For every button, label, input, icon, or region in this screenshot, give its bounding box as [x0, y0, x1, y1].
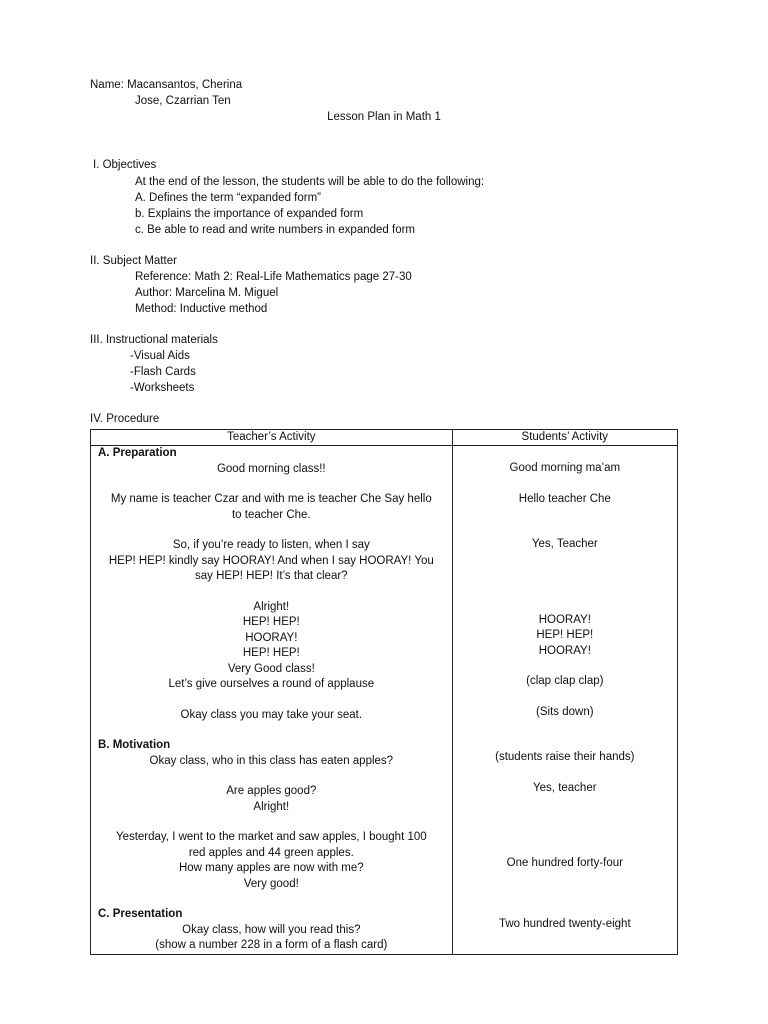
- student-line: [453, 796, 677, 811]
- student-line: Two hundred twenty-eight: [498, 917, 631, 930]
- teacher-line: say HEP! HEP! It’s that clear?: [195, 570, 348, 582]
- student-line: [453, 690, 677, 705]
- student-line: [453, 583, 677, 598]
- student-line: Good morning ma’am: [509, 462, 621, 474]
- teacher-line: [91, 815, 452, 830]
- student-line: [453, 659, 677, 674]
- student-line: [453, 568, 677, 583]
- subject-matter-heading: II. Subject Matter: [90, 255, 177, 267]
- student-line: One hundred forty-four: [506, 857, 623, 869]
- student-line: [453, 720, 677, 735]
- name-line-1: Name: Macansantos, Cherina: [90, 79, 243, 91]
- student-line: HOORAY!: [538, 644, 591, 657]
- section-title: B. Motivation: [98, 739, 171, 751]
- student-line: Yes, teacher: [533, 781, 597, 794]
- subject-matter-item: Author: Marcelina M. Miguel: [135, 287, 279, 299]
- student-line: [453, 841, 677, 856]
- procedure-table: [90, 429, 678, 955]
- teacher-activity-cell: [91, 446, 453, 955]
- material-item: -Visual Aids: [130, 350, 190, 362]
- student-line: HEP! HEP!: [536, 629, 594, 641]
- teacher-line: Alright!: [253, 800, 290, 813]
- student-line: [453, 507, 677, 522]
- teacher-line: [91, 892, 452, 907]
- spacer: [453, 735, 677, 750]
- teacher-line: My name is teacher Czar and with me is teacher Che Say hello: [110, 493, 432, 505]
- student-line: [453, 932, 677, 947]
- teacher-line: Good morning class!!: [216, 462, 326, 475]
- teacher-line: HEP! HEP!: [242, 616, 300, 628]
- teacher-line: Okay class you may take your seat.: [180, 708, 363, 721]
- materials-heading: III. Instructional materials: [90, 334, 218, 346]
- teacher-line: [91, 477, 452, 492]
- student-line: [453, 522, 677, 537]
- teacher-line: Let’s give ourselves a round of applause: [168, 678, 375, 690]
- teacher-line: Very good!: [243, 877, 299, 890]
- subject-matter-item: Method: Inductive method: [135, 303, 268, 315]
- student-line: [453, 766, 677, 781]
- teacher-line: Alright!: [253, 600, 290, 613]
- student-line: HOORAY!: [538, 613, 591, 626]
- student-line: (Sits down): [536, 705, 594, 718]
- students-activity-header: Students’ Activity: [452, 430, 677, 446]
- student-line: [453, 811, 677, 826]
- subject-matter-item: Reference: Math 2: Real-Life Mathematics page 27-30: [135, 271, 412, 283]
- student-line: Yes, Teacher: [531, 538, 598, 550]
- teacher-line: So, if you’re ready to listen, when I say: [172, 539, 370, 551]
- teacher-line: red apples and 44 green apples.: [188, 846, 354, 859]
- teacher-line: Yesterday, I went to the market and saw apples, I bought 100: [115, 831, 427, 843]
- teacher-activity-header: Teacher’s Activity: [91, 430, 453, 446]
- student-line: [453, 553, 677, 568]
- procedure-heading: IV. Procedure: [90, 413, 160, 425]
- objective-item: A. Defines the term “expanded form”: [135, 192, 321, 204]
- spacer: [453, 446, 677, 461]
- teacher-line: How many apples are now with me?: [178, 862, 364, 874]
- objectives-intro: At the end of the lesson, the students will be able to do the following:: [135, 176, 485, 188]
- teacher-line: [91, 585, 452, 600]
- teacher-line: [91, 723, 452, 738]
- teacher-line: Very Good class!: [227, 662, 315, 675]
- student-line: [453, 826, 677, 841]
- teacher-line: HOORAY!: [245, 631, 298, 644]
- teacher-line: [91, 523, 452, 538]
- student-line: [453, 872, 677, 887]
- teacher-line: [91, 769, 452, 784]
- teacher-line: HEP! HEP!: [242, 647, 300, 659]
- teacher-line: to teacher Che.: [231, 508, 311, 521]
- spacer: [453, 902, 677, 917]
- material-item: -Flash Cards: [130, 366, 196, 378]
- section-title: C. Presentation: [98, 908, 183, 920]
- student-line: [453, 598, 677, 613]
- procedure-body: [91, 446, 678, 955]
- teacher-line: (show a number 228 in a form of a flash card): [155, 939, 388, 951]
- objective-item: b. Explains the importance of expanded form: [135, 208, 364, 220]
- section-title: A. Preparation: [98, 447, 177, 459]
- student-line: (students raise their hands): [495, 751, 635, 763]
- table-header-row: [91, 430, 678, 446]
- student-line: [453, 477, 677, 492]
- material-item: -Worksheets: [130, 382, 195, 394]
- teacher-line: Okay class, how will you read this?: [182, 923, 361, 936]
- teacher-line: Okay class, who in this class has eaten apples?: [149, 754, 394, 767]
- students-activity-cell: [452, 446, 677, 955]
- teacher-line: Are apples good?: [226, 785, 317, 797]
- teacher-line: HEP! HEP! kindly say HOORAY! And when I say HOORAY! You: [108, 554, 434, 567]
- objectives-heading: I. Objectives: [93, 159, 157, 171]
- teacher-line: [91, 693, 452, 708]
- name-line-2: Jose, Czarrian Ten: [135, 95, 231, 107]
- table-row: [91, 446, 678, 955]
- objective-item: c. Be able to read and write numbers in expanded form: [135, 224, 415, 236]
- student-line: Hello teacher Che: [518, 492, 611, 505]
- student-line: [453, 887, 677, 902]
- student-line: (clap clap clap): [526, 675, 604, 687]
- page-title: Lesson Plan in Math 1: [327, 111, 441, 123]
